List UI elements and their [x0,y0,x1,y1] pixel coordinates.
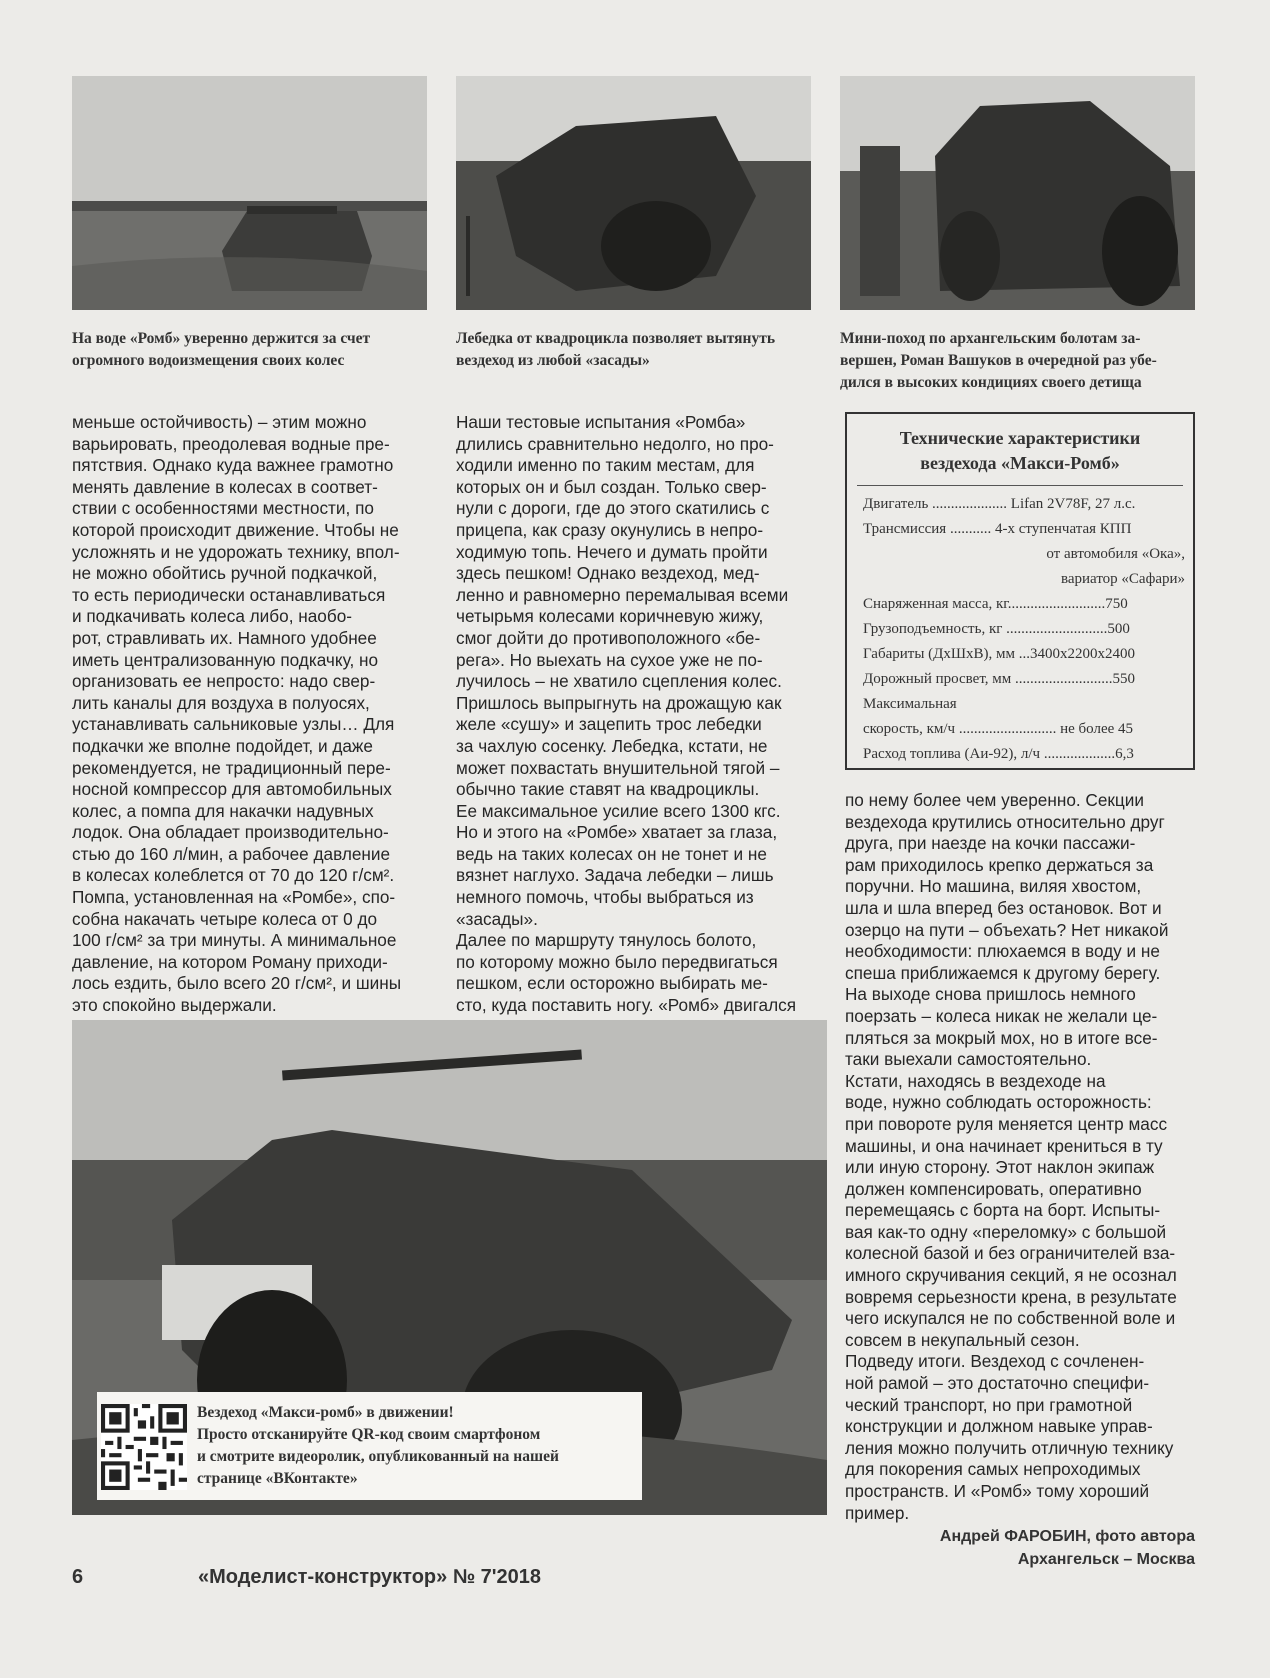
spec-transmission-3: вариатор «Сафари» [1060,571,1185,587]
qr-video-text: Вездеход «Макси-ромб» в движении! Просто отсканируйте QR-код своим смартфоном и смотрите видеоролик, опубликованный на нашей странице «ВКонтакте» [197,1404,559,1487]
photo-rhomb-on-water [72,76,427,310]
caption-photo-2: Лебедка от квадроцикла позволяет вытянуть вездеход из любой «засады» [456,330,776,369]
magazine-issue: «Моделист-конструктор» № 7'2018 [198,1566,542,1588]
caption-photo-1: На воде «Ромб» уверенно держится за счет огромного водоизмещения своих колес [72,330,371,369]
qr-code-icon[interactable] [101,1404,187,1490]
author-location: Архангельск – Москва [1017,1551,1195,1568]
page-number: 6 [72,1566,84,1588]
tech-specs-box [845,412,1195,770]
spec-engine: Двигатель .................... Lifan 2V78F, 27 л.с. [863,496,1136,512]
spec-fuel-consumption: Расход топлива (Аи-92), л/ч ...................6,3 [863,746,1134,762]
caption-photo-3: Мини-поход по архангельским болотам за- вершен, Роман Вашуков в очередной раз убе- дился в высоких кондициях своего детища [840,330,1157,391]
photo-winch-rescue [456,76,811,310]
spec-ground-clearance: Дорожный просвет, мм ..........................550 [863,671,1135,687]
spec-transmission-2: от автомобиля «Ока», [1046,546,1185,562]
article-column-1: меньше остойчивость) – этим можно варьировать, преодолевая водные пре- пятствия. Однако куда важнее грамотно менять давление в колесах в соответ- ствии с особенностями местности, по которой происходит движение. Чтобы не усложнять и не удорожать технику, впол- не можно обойтись ручной подкачкой, то есть периодически останавливаться и подкачивать колеса либо, наобо- рот, стравливать их. Намного удобнее иметь централизованную подкачку, но организовать ее непросто: надо свер- лить каналы для воздуха в полуосях, устанавливать сальниковые узлы… Для подкачки же вполне подойдет, и даже рекомендуется, не традиционный пере- носной компрессор для автомобильных колес, а помпа для накачки надувных лодок. Она обладает производительно- стью до 160 л/мин, а рабочее давление в колесах колеблется от 70 до 120 г/см². Помпа, установленная на «Ромбе», спо- собна накачать четыре колеса от 0 до 100 г/см² за три минуты. А минимальное давление, на котором Роману приходи- лось ездить, было всего 20 г/см², и шины это спокойно выдержали. [72,412,402,1016]
photo-trip-finished [840,76,1195,310]
spec-payload: Грузоподъемность, кг ...........................500 [863,621,1130,637]
tech-specs-title: Технические характеристики вездехода «Макси-Ромб» [899,428,1141,473]
spec-max-speed-label: Максимальная [863,696,957,712]
spec-dimensions: Габариты (ДхШхВ), мм ...3400х2200х2400 [863,646,1135,662]
author-signature: Андрей ФАРОБИН, фото автора [939,1528,1195,1545]
spec-curb-weight: Снаряженная масса, кг..........................750 [863,596,1128,612]
article-column-2: Наши тестовые испытания «Ромба» длились сравнительно недолго, но про- ходили именно по таким местам, для которых он и был создан. Только свер- нули с дороги, где до этого скатились с прицепа, как сразу окунулись в непро- ходимую топь. Нечего и думать пройти здесь пешком! Однако вездеход, мед- ленно и равномерно перемалывая всеми четырьмя колесами коричневую жижу, смог дойти до противоположного «бе- рега». Но выехать на сухое уже не по- лучилось – не хватило сцепления колес. Пришлось выпрыгнуть на дрожащую как желе «сушу» и зацепить трос лебедки за чахлую сосенку. Лебедка, кстати, не может похвастать внушительной тягой – обычно такие ставят на квадроциклы. Ее максимальное усилие всего 1300 кгс. Но и этого на «Ромбе» хватает за глаза, ведь на таких колесах он не тонет и не вязнет наглухо. Задача лебедки – лишь немного помочь, чтобы выбраться из «засады». Далее по маршруту тянулось болото, по которому можно было передвигаться пешком, если осторожно выбирать ме- сто, куда поставить ногу. «Ромб» двигался [456,412,797,1016]
tech-specs-divider [857,485,1183,486]
qr-video-box [97,1392,642,1500]
article-column-3: по нему более чем уверенно. Секции вездехода крутились относительно друг друга, при наезде на кочки пассажи- рам приходилось крепко держаться за поручни. Но машина, виляя хвостом, шла и шла вперед без остановок. Вот и озерцо на пути – объехать? Нет никакой необходимости: плюхаемся в воду и не спеша приближаемся к другому берегу. На выходе снова пришлось немного поерзать – колеса никак не желали це- пляться за мокрый мох, но в итоге все- таки выехали самостоятельно. Кстати, находясь в вездеходе на воде, нужно соблюдать осторожность: при повороте руля меняется центр масс машины, и она начинает крениться в ту или иную сторону. Этот наклон экипаж должен компенсировать, оперативно перемещаясь с борта на борт. Испыты- вая как-то одну «переломку» с большой колесной базой и без ограничителей вза- имного скручивания секций, я не осознал вовремя серьезности крена, в результате чего искупался не по собственной воле и совсем в некупальный сезон. Подведу итоги. Вездеход с сочленен- ной рамой – это достаточно специфи- ческий транспорт, но при грамотной конструкции и должном навыке управ- ления можно получить отличную технику для покорения самых непроходимых пространств. И «Ромб» тому хороший пример. [845,790,1177,1523]
spec-max-speed: скорость, км/ч .......................... не более 45 [863,721,1134,737]
spec-transmission: Трансмиссия ........... 4-х ступенчатая КПП [863,521,1132,537]
